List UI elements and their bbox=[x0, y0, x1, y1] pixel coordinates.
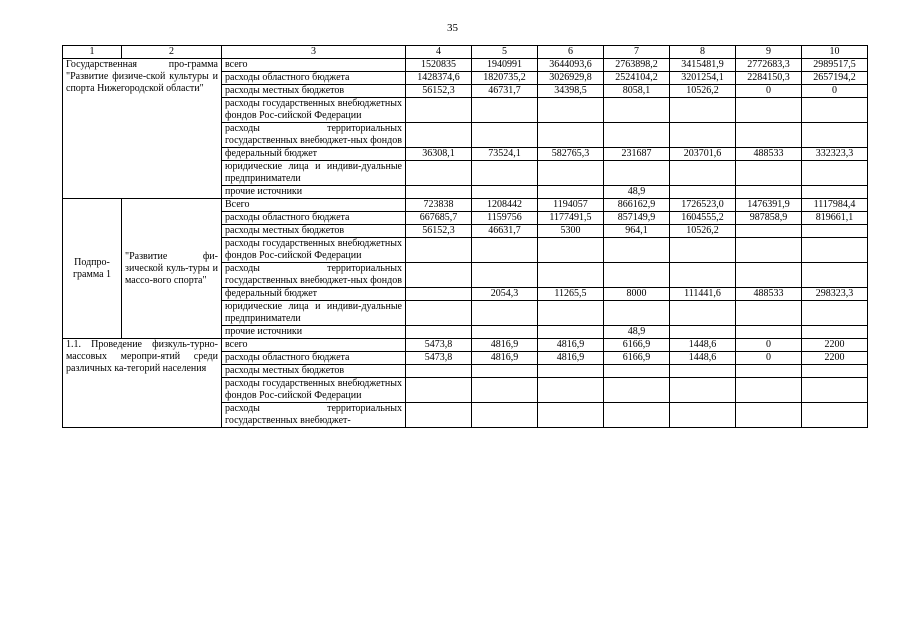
value-cell bbox=[670, 161, 736, 186]
value-cell: 203701,6 bbox=[670, 148, 736, 161]
row-label: юридические лица и индиви-дуальные предприниматели bbox=[222, 161, 406, 186]
value-cell bbox=[736, 378, 802, 403]
row-label: расходы местных бюджетов bbox=[222, 85, 406, 98]
value-cell bbox=[538, 186, 604, 199]
value-cell: 8000 bbox=[604, 288, 670, 301]
table-row bbox=[63, 59, 868, 72]
value-cell: 3201254,1 bbox=[670, 72, 736, 85]
header-cell-8: 8 bbox=[670, 46, 736, 59]
value-cell bbox=[604, 98, 670, 123]
program-title: Государственная про-грамма "Развитие физиче-ской культуры и спорта Нижегородской области" bbox=[63, 59, 222, 199]
value-cell bbox=[472, 123, 538, 148]
value-cell bbox=[472, 186, 538, 199]
header-cell-3: 3 bbox=[222, 46, 406, 59]
value-cell: 5473,8 bbox=[406, 352, 472, 365]
row-label: расходы государственных внебюджетных фондов Рос-сийской Федерации bbox=[222, 98, 406, 123]
value-cell bbox=[670, 263, 736, 288]
row-label: Всего bbox=[222, 199, 406, 212]
value-cell bbox=[406, 326, 472, 339]
value-cell: 56152,3 bbox=[406, 85, 472, 98]
value-cell: 48,9 bbox=[604, 326, 670, 339]
value-cell bbox=[604, 365, 670, 378]
value-cell: 10526,2 bbox=[670, 225, 736, 238]
value-cell bbox=[736, 123, 802, 148]
value-cell: 10526,2 bbox=[670, 85, 736, 98]
value-cell: 2200 bbox=[802, 339, 868, 352]
value-cell bbox=[670, 238, 736, 263]
value-cell: 1940991 bbox=[472, 59, 538, 72]
table-row bbox=[63, 339, 868, 352]
value-cell: 1428374,6 bbox=[406, 72, 472, 85]
value-cell bbox=[670, 326, 736, 339]
value-cell bbox=[802, 403, 868, 428]
value-cell: 964,1 bbox=[604, 225, 670, 238]
value-cell bbox=[472, 98, 538, 123]
value-cell bbox=[406, 365, 472, 378]
value-cell: 6166,9 bbox=[604, 352, 670, 365]
value-cell bbox=[802, 161, 868, 186]
value-cell: 0 bbox=[736, 352, 802, 365]
value-cell bbox=[736, 263, 802, 288]
row-label: расходы областного бюджета bbox=[222, 352, 406, 365]
value-cell: 2200 bbox=[802, 352, 868, 365]
row-label: расходы территориальных государственных внебюджет- bbox=[222, 403, 406, 428]
value-cell: 723838 bbox=[406, 199, 472, 212]
value-cell bbox=[802, 186, 868, 199]
value-cell bbox=[538, 378, 604, 403]
value-cell: 3415481,9 bbox=[670, 59, 736, 72]
value-cell bbox=[406, 123, 472, 148]
value-cell bbox=[802, 238, 868, 263]
value-cell: 1117984,4 bbox=[802, 199, 868, 212]
row-label: прочие источники bbox=[222, 186, 406, 199]
value-cell bbox=[736, 186, 802, 199]
header-cell-7: 7 bbox=[604, 46, 670, 59]
subprogram-title: "Развитие фи-зической куль-туры и массо-вого спорта" bbox=[122, 199, 222, 339]
value-cell: 857149,9 bbox=[604, 212, 670, 225]
value-cell: 866162,9 bbox=[604, 199, 670, 212]
value-cell bbox=[736, 301, 802, 326]
value-cell bbox=[472, 238, 538, 263]
page-number: 35 bbox=[447, 22, 458, 34]
row-label: расходы территориальных государственных внебюджет-ных фондов bbox=[222, 123, 406, 148]
value-cell: 48,9 bbox=[604, 186, 670, 199]
table-row bbox=[63, 199, 868, 212]
row-label: федеральный бюджет bbox=[222, 288, 406, 301]
value-cell bbox=[472, 326, 538, 339]
value-cell: 488533 bbox=[736, 288, 802, 301]
value-cell: 667685,7 bbox=[406, 212, 472, 225]
value-cell: 488533 bbox=[736, 148, 802, 161]
value-cell: 1604555,2 bbox=[670, 212, 736, 225]
value-cell bbox=[802, 326, 868, 339]
value-cell: 1520835 bbox=[406, 59, 472, 72]
value-cell bbox=[472, 263, 538, 288]
value-cell bbox=[736, 98, 802, 123]
value-cell bbox=[406, 161, 472, 186]
value-cell bbox=[604, 123, 670, 148]
value-cell bbox=[736, 326, 802, 339]
header-cell-9: 9 bbox=[736, 46, 802, 59]
value-cell bbox=[802, 378, 868, 403]
value-cell: 6166,9 bbox=[604, 339, 670, 352]
value-cell bbox=[736, 161, 802, 186]
value-cell bbox=[538, 98, 604, 123]
value-cell: 1177491,5 bbox=[538, 212, 604, 225]
value-cell: 0 bbox=[802, 85, 868, 98]
value-cell bbox=[802, 225, 868, 238]
value-cell bbox=[406, 378, 472, 403]
value-cell bbox=[406, 403, 472, 428]
value-cell: 582765,3 bbox=[538, 148, 604, 161]
value-cell bbox=[604, 403, 670, 428]
value-cell: 5300 bbox=[538, 225, 604, 238]
value-cell: 4816,9 bbox=[538, 352, 604, 365]
value-cell bbox=[472, 403, 538, 428]
value-cell: 2524104,2 bbox=[604, 72, 670, 85]
value-cell bbox=[406, 186, 472, 199]
row-label: расходы государственных внебюджетных фондов Рос-сийской Федерации bbox=[222, 378, 406, 403]
value-cell: 1448,6 bbox=[670, 352, 736, 365]
value-cell: 4816,9 bbox=[472, 352, 538, 365]
value-cell bbox=[472, 365, 538, 378]
value-cell bbox=[604, 263, 670, 288]
value-cell: 819661,1 bbox=[802, 212, 868, 225]
value-cell bbox=[406, 288, 472, 301]
row-label: расходы областного бюджета bbox=[222, 212, 406, 225]
value-cell bbox=[406, 301, 472, 326]
value-cell bbox=[802, 365, 868, 378]
value-cell: 4816,9 bbox=[472, 339, 538, 352]
value-cell: 34398,5 bbox=[538, 85, 604, 98]
value-cell bbox=[802, 98, 868, 123]
header-cell-10: 10 bbox=[802, 46, 868, 59]
value-cell bbox=[670, 365, 736, 378]
value-cell bbox=[538, 326, 604, 339]
value-cell: 231687 bbox=[604, 148, 670, 161]
value-cell bbox=[802, 123, 868, 148]
budget-table bbox=[62, 45, 868, 428]
value-cell: 1820735,2 bbox=[472, 72, 538, 85]
value-cell bbox=[736, 225, 802, 238]
value-cell: 298323,3 bbox=[802, 288, 868, 301]
value-cell: 2989517,5 bbox=[802, 59, 868, 72]
value-cell: 3026929,8 bbox=[538, 72, 604, 85]
value-cell bbox=[604, 378, 670, 403]
header-row bbox=[63, 46, 868, 59]
value-cell: 332323,3 bbox=[802, 148, 868, 161]
row-label: расходы государственных внебюджетных фондов Рос-сийской Федерации bbox=[222, 238, 406, 263]
value-cell bbox=[670, 98, 736, 123]
value-cell: 2054,3 bbox=[472, 288, 538, 301]
value-cell bbox=[406, 263, 472, 288]
value-cell: 4816,9 bbox=[538, 339, 604, 352]
value-cell: 11265,5 bbox=[538, 288, 604, 301]
value-cell bbox=[736, 365, 802, 378]
value-cell bbox=[736, 238, 802, 263]
value-cell: 8058,1 bbox=[604, 85, 670, 98]
value-cell: 1726523,0 bbox=[670, 199, 736, 212]
row-label: расходы местных бюджетов bbox=[222, 225, 406, 238]
value-cell bbox=[736, 403, 802, 428]
value-cell: 1476391,9 bbox=[736, 199, 802, 212]
value-cell bbox=[538, 263, 604, 288]
value-cell bbox=[670, 403, 736, 428]
value-cell: 73524,1 bbox=[472, 148, 538, 161]
value-cell: 987858,9 bbox=[736, 212, 802, 225]
value-cell: 1194057 bbox=[538, 199, 604, 212]
row-label: всего bbox=[222, 339, 406, 352]
value-cell: 0 bbox=[736, 339, 802, 352]
value-cell bbox=[538, 161, 604, 186]
row-label: юридические лица и индиви-дуальные предприниматели bbox=[222, 301, 406, 326]
value-cell: 36308,1 bbox=[406, 148, 472, 161]
value-cell: 2772683,3 bbox=[736, 59, 802, 72]
activity-title: 1.1. Проведение физкуль-турно-массовых меропри-ятий среди различных ка-тегорий населения bbox=[63, 339, 222, 428]
value-cell bbox=[670, 301, 736, 326]
value-cell bbox=[604, 301, 670, 326]
value-cell bbox=[406, 98, 472, 123]
value-cell bbox=[472, 161, 538, 186]
row-label: расходы территориальных государственных внебюджет-ных фондов bbox=[222, 263, 406, 288]
header-cell-5: 5 bbox=[472, 46, 538, 59]
value-cell: 56152,3 bbox=[406, 225, 472, 238]
row-label: расходы областного бюджета bbox=[222, 72, 406, 85]
subprogram-number: Подпро-грамма 1 bbox=[63, 199, 122, 339]
header-cell-4: 4 bbox=[406, 46, 472, 59]
value-cell bbox=[802, 263, 868, 288]
value-cell: 1448,6 bbox=[670, 339, 736, 352]
value-cell: 46731,7 bbox=[472, 85, 538, 98]
value-cell bbox=[538, 123, 604, 148]
value-cell: 46631,7 bbox=[472, 225, 538, 238]
header-cell-1: 1 bbox=[63, 46, 122, 59]
value-cell: 0 bbox=[736, 85, 802, 98]
row-label: расходы местных бюджетов bbox=[222, 365, 406, 378]
row-label: прочие источники bbox=[222, 326, 406, 339]
value-cell bbox=[670, 123, 736, 148]
value-cell: 2657194,2 bbox=[802, 72, 868, 85]
value-cell bbox=[604, 161, 670, 186]
value-cell bbox=[670, 186, 736, 199]
value-cell: 2763898,2 bbox=[604, 59, 670, 72]
row-label: всего bbox=[222, 59, 406, 72]
value-cell: 111441,6 bbox=[670, 288, 736, 301]
value-cell: 1159756 bbox=[472, 212, 538, 225]
header-cell-2: 2 bbox=[122, 46, 222, 59]
value-cell: 3644093,6 bbox=[538, 59, 604, 72]
value-cell bbox=[538, 301, 604, 326]
value-cell: 5473,8 bbox=[406, 339, 472, 352]
value-cell bbox=[406, 238, 472, 263]
value-cell bbox=[538, 403, 604, 428]
value-cell bbox=[538, 365, 604, 378]
value-cell bbox=[802, 301, 868, 326]
value-cell bbox=[472, 301, 538, 326]
header-cell-6: 6 bbox=[538, 46, 604, 59]
value-cell: 2284150,3 bbox=[736, 72, 802, 85]
value-cell bbox=[604, 238, 670, 263]
value-cell bbox=[538, 238, 604, 263]
row-label: федеральный бюджет bbox=[222, 148, 406, 161]
value-cell: 1208442 bbox=[472, 199, 538, 212]
value-cell bbox=[670, 378, 736, 403]
value-cell bbox=[472, 378, 538, 403]
